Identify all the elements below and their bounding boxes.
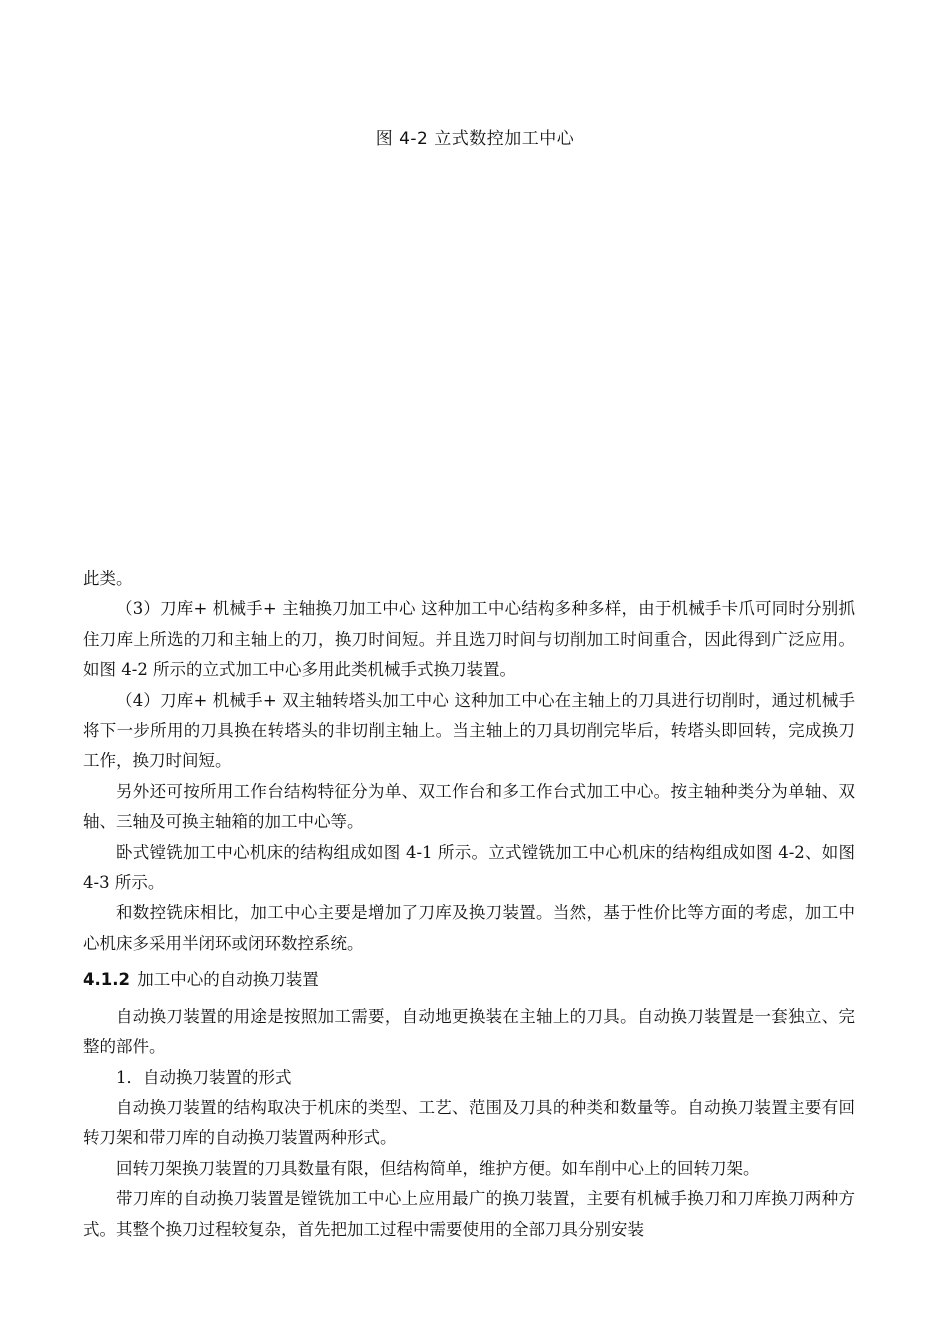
paragraph: 另外还可按所用工作台结构特征分为单、双工作台和多工作台式加工中心。按主轴种类分为单轴、双轴、三轴及可换主轴箱的加工中心等。	[83, 781, 855, 832]
paragraph: （3）刀库+ 机械手+ 主轴换刀加工中心 这种加工中心结构多种多样，由于机械手卡爪可同时分别抓住刀库上所选的刀和主轴上的刀，换刀时间短。并且选刀时间与切削加工时间重合，因此得到广泛应用。如图 4-2 所示的立式加工中心多用此类机械手式换刀装置。	[83, 599, 855, 680]
paragraph: 回转刀架换刀装置的刀具数量有限，但结构简单，维护方便。如车削中心上的回转刀架。	[116, 1158, 760, 1178]
paragraph: （4）刀库+ 机械手+ 双主轴转塔头加工中心 这种加工中心在主轴上的刀具进行切削时，通过机械手将下一步所用的刀具换在转塔头的非切削主轴上。当主轴上的刀具切削完毕后，转塔头即回转，完成换刀工作，换刀时间短。	[83, 690, 855, 771]
figure-caption: 图 4-2 立式数控加工中心	[375, 129, 575, 149]
paragraph: 带刀库的自动换刀装置是镗铣加工中心上应用最广的换刀装置，主要有机械手换刀和刀库换刀两种方式。其整个换刀过程较复杂，首先把加工过程中需要使用的全部刀具分别安装	[83, 1189, 855, 1239]
paragraph: 卧式镗铣加工中心机床的结构组成如图 4-1 所示。立式镗铣加工中心机床的结构组成如图 4-2、如图 4-3 所示。	[83, 842, 855, 893]
paragraph: 和数控铣床相比，加工中心主要是增加了刀库及换刀装置。当然，基于性价比等方面的考虑，加工中心机床多采用半闭环或闭环数控系统。	[83, 903, 855, 953]
body-text	[83, 564, 855, 1245]
subheading: 1．自动换刀装置的形式	[116, 1067, 292, 1087]
section-heading	[83, 965, 855, 995]
paragraph: 自动换刀装置的结构取决于机床的类型、工艺、范围及刀具的种类和数量等。自动换刀装置主要有回转刀架和带刀库的自动换刀装置两种形式。	[83, 1097, 855, 1148]
section-title: 加工中心的自动换刀装置	[137, 970, 319, 990]
paragraph: 此类。	[83, 569, 133, 588]
figure-image-placeholder	[83, 160, 853, 550]
section-number: 4.1.2	[83, 970, 130, 990]
paragraph: 自动换刀装置的用途是按照加工需要，自动地更换装在主轴上的刀具。自动换刀装置是一套独立、完整的部件。	[83, 1006, 855, 1057]
